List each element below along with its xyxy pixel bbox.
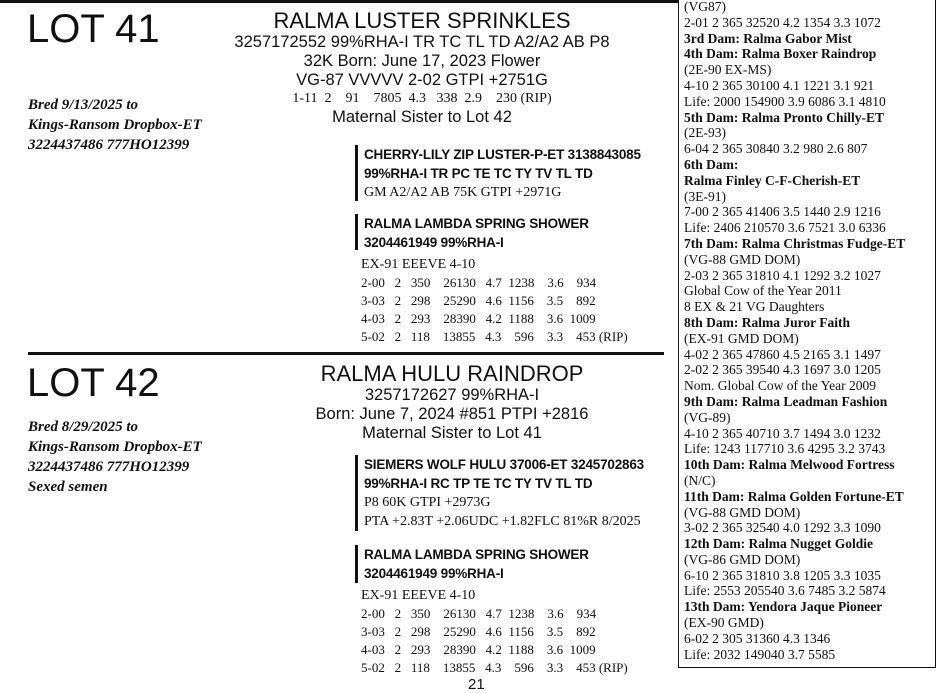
lot42-dam-name: RALMA LAMBDA SPRING SHOWER: [364, 547, 589, 562]
lot42-dam-line2: 3204461949 99%RHA-I: [364, 566, 504, 581]
pedigree-detail-line: 3-02 2 365 32540 4.0 1292 3.3 1090: [684, 520, 881, 536]
pedigree-detail-line: 6-10 2 365 31810 3.8 1205 3.3 1035: [684, 567, 881, 583]
lot42-sire-name: SIEMERS WOLF HULU 37006-ET 3245702863: [364, 457, 644, 472]
pedigree-detail-line: Global Cow of the Year 2011: [684, 283, 842, 299]
pedigree-dam-heading: 11th Dam: Ralma Golden Fortune-ET: [684, 488, 904, 504]
pedigree-detail-line: (2E-90 EX-MS): [684, 62, 772, 78]
pedigree-detail-line: (2E-93): [684, 125, 726, 141]
pedigree-detail-line: (VG-86 GMD DOM): [684, 551, 801, 567]
pedigree-detail-line: (EX-90 GMD): [684, 615, 764, 631]
pedigree-detail-line: 4-02 2 365 47860 4.5 2165 3.1 1497: [684, 346, 881, 362]
lot42-animal-name: RALMA HULU RAINDROP: [320, 361, 584, 386]
pedigree-dam-heading: 10th Dam: Ralma Melwood Fortress: [684, 457, 895, 473]
lot41-id-line: 3257172552 99%RHA-I TR TC TL TD A2/A2 AB P8: [234, 33, 610, 51]
pedigree-detail-line: 7-00 2 365 41406 3.5 1440 2.9 1216: [684, 204, 881, 220]
pedigree-detail-line: 4-10 2 365 40710 3.7 1494 3.0 1232: [684, 425, 881, 441]
lot41-born-line: 32K Born: June 17, 2023 Flower: [303, 52, 541, 70]
lot42-dam-block: [355, 545, 589, 583]
lot42-dam-record: 4-03 2 293 28390 4.2 1188 3.6 1009: [361, 642, 596, 657]
lot41-dam-line2: 3204461949 99%RHA-I: [364, 235, 504, 250]
pedigree-dam-heading: 8th Dam: Ralma Juror Faith: [684, 314, 850, 330]
pedigree-detail-line: 6-02 2 305 31360 4.3 1346: [684, 630, 831, 646]
lot41-bred-line: 3224437486 777HO12399: [28, 137, 190, 153]
pedigree-dam-heading: 13th Dam: Yendora Jaque Pioneer: [684, 599, 883, 615]
lot42-header: [262, 362, 642, 443]
lot41-dam-record: 2-00 2 350 26130 4.7 1238 3.6 934: [361, 275, 597, 290]
lot41-dam-record: 4-03 2 293 28390 4.2 1188 3.6 1009: [361, 311, 596, 326]
pedigree-detail-line: Life: 2032 149040 3.7 5585: [684, 646, 836, 662]
pedigree-detail-line: Life: 1243 117710 3.6 4295 3.2 3743: [684, 441, 886, 457]
pedigree-detail-line: 6-04 2 365 30840 3.2 980 2.6 807: [684, 141, 868, 157]
pedigree-detail-line: (EX-91 GMD DOM): [684, 330, 799, 346]
lot-divider: [28, 352, 664, 355]
pedigree-dam-heading: 7th Dam: Ralma Christmas Fudge-ET: [684, 235, 906, 251]
pedigree-detail-line: 2-01 2 365 32520 4.2 1354 3.3 1072: [684, 14, 881, 30]
lot41-sire-detail: GM A2/A2 AB 75K GTPI +2971G: [364, 185, 562, 200]
pedigree-dam-heading: 3rd Dam: Ralma Gabor Mist: [684, 30, 852, 46]
lot42-number: LOT 42: [27, 361, 160, 405]
pedigree-detail-line: 8 EX & 21 VG Daughters: [684, 299, 825, 315]
lot42-bred-info: [28, 417, 202, 497]
lot42-id-line: 3257172627 99%RHA-I: [364, 386, 540, 404]
lot42-sire-line2: 99%RHA-I RC TP TE TC TY TV TL TD: [364, 476, 593, 491]
lot41-sire-line2: 99%RHA-I TR PC TE TC TY TV TL TD: [364, 166, 593, 181]
lot41-header: [232, 9, 612, 127]
lot42-dam-record: 2-00 2 350 26130 4.7 1238 3.6 934: [361, 606, 597, 621]
pedigree-dam-heading: 9th Dam: Ralma Leadman Fashion: [684, 393, 888, 409]
lot42-bred-line: Bred 8/29/2025 to: [28, 419, 139, 435]
lot41-bred-line: Kings-Ransom Dropbox-ET: [28, 117, 202, 133]
page-number: 21: [468, 676, 485, 693]
lot42-dam-class: EX-91 EEEVE 4-10: [361, 588, 476, 603]
pedigree-detail-line: (3E-91): [684, 188, 726, 204]
lot42-sire-detail: P8 60K GTPI +2973G: [364, 495, 491, 510]
lot42-born-line: Born: June 7, 2024 #851 PTPI +2816: [315, 405, 589, 423]
lot42-dam-record: 5-02 2 118 13855 4.3 596 3.3 453 (RIP): [361, 660, 628, 675]
lot42-sire-detail: PTA +2.83T +2.06UDC +1.82FLC 81%R 8/2025: [364, 514, 641, 529]
pedigree-detail-line: 2-03 2 365 31810 4.1 1292 3.2 1027: [684, 267, 881, 283]
pedigree-list: [684, 0, 935, 662]
lot41-animal-name: RALMA LUSTER SPRINKLES: [273, 8, 571, 33]
lot41-sire-name: CHERRY-LILY ZIP LUSTER-P-ET 3138843085: [364, 147, 641, 162]
lot42-bred-line: Kings-Ransom Dropbox-ET: [28, 439, 202, 455]
lot41-dam-record: 5-02 2 118 13855 4.3 596 3.3 453 (RIP): [361, 329, 628, 344]
pedigree-dam-heading: 5th Dam: Ralma Pronto Chilly-ET: [684, 109, 885, 125]
lot41-bred-info: [28, 95, 202, 155]
pedigree-dam-heading: 4th Dam: Ralma Boxer Raindrop: [684, 46, 877, 62]
lot41-bred-line: Bred 9/13/2025 to: [28, 97, 139, 113]
pedigree-detail-line: (VG87): [684, 0, 726, 14]
pedigree-detail-line: (VG-88 GMD DOM): [684, 251, 801, 267]
lot41-note: Maternal Sister to Lot 42: [332, 108, 512, 126]
pedigree-detail-line: 2-02 2 365 39540 4.3 1697 3.0 1205: [684, 362, 881, 378]
lot42-bred-line: Sexed semen: [28, 479, 108, 495]
lot41-dam-name: RALMA LAMBDA SPRING SHOWER: [364, 216, 589, 231]
lot41-class-line: VG-87 VVVVV 2-02 GTPI +2751G: [296, 71, 548, 89]
pedigree-dam-heading: 12th Dam: Ralma Nugget Goldie: [684, 536, 873, 552]
pedigree-detail-line: (N/C): [684, 472, 716, 488]
lot42-note: Maternal Sister to Lot 41: [362, 424, 542, 442]
pedigree-detail-line: Nom. Global Cow of the Year 2009: [684, 378, 876, 394]
lot41-record: 1-11 2 91 7805 4.3 338 2.9 230 (RIP): [292, 91, 552, 106]
lot42-dam-details: [361, 586, 628, 677]
top-rule: [0, 0, 678, 3]
lot42-bred-line: 3224437486 777HO12399: [28, 459, 190, 475]
pedigree-detail-line: Life: 2000 154900 3.9 6086 3.1 4810: [684, 93, 886, 109]
pedigree-dam-heading: Ralma Finley C-F-Cherish-ET: [684, 172, 861, 188]
lot42-sire-block: [355, 455, 644, 531]
lot41-dam-record: 3-03 2 298 25290 4.6 1156 3.5 892: [361, 293, 596, 308]
lot41-dam-details: [361, 255, 628, 346]
lot41-number: LOT 41: [27, 7, 160, 51]
pedigree-detail-line: 4-10 2 365 30100 4.1 1221 3.1 921: [684, 77, 875, 93]
pedigree-detail-line: Life: 2553 205540 3.6 7485 3.2 5874: [684, 583, 886, 599]
pedigree-detail-line: (VG-88 GMD DOM): [684, 504, 801, 520]
lot41-sire-block: [355, 145, 641, 201]
pedigree-detail-line: (VG-89): [684, 409, 731, 425]
pedigree-detail-line: Life: 2406 210570 3.6 7521 3.0 6336: [684, 220, 886, 236]
lot41-dam-block: [355, 214, 589, 250]
pedigree-dam-heading: 6th Dam:: [684, 156, 739, 172]
pedigree-panel: [678, 0, 936, 668]
lot42-dam-record: 3-03 2 298 25290 4.6 1156 3.5 892: [361, 624, 596, 639]
lot41-dam-class: EX-91 EEEVE 4-10: [361, 257, 476, 272]
